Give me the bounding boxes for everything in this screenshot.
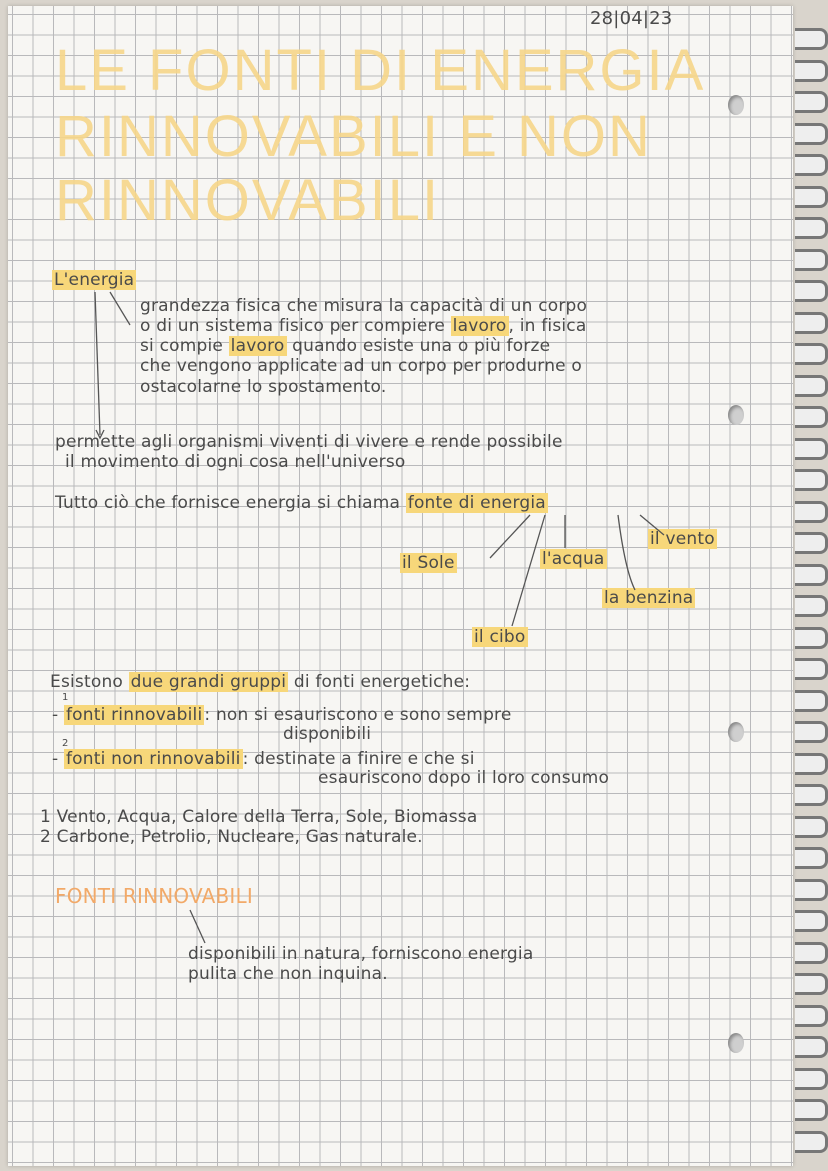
date: 28|04|23 [590, 8, 673, 29]
spiral-ring [795, 879, 828, 901]
text: si compie [140, 336, 229, 356]
text: l'acqua [542, 549, 605, 569]
spiral-ring [795, 406, 828, 428]
spiral-ring [795, 1005, 828, 1027]
example-vento [648, 529, 717, 549]
definition-line: grandezza fisica che misura la capacità di un corpo [140, 296, 588, 316]
permette-line: il movimento di ogni cosa nell'universo [65, 452, 406, 472]
spiral-ring [795, 438, 828, 460]
spiral-ring [795, 658, 828, 680]
spiral-ring [795, 469, 828, 491]
highlight-fonte: fonte di energia [407, 493, 546, 513]
highlight: due grandi gruppi [130, 672, 287, 692]
list-line: 1 Vento, Acqua, Calore della Terra, Sole, Biomassa [40, 807, 478, 827]
permette-line: permette agli organismi viventi di vivere e rende possibile [55, 432, 563, 452]
rinnovabili-def: pulita che non inquina. [188, 964, 388, 984]
spiral-ring [795, 784, 828, 806]
spiral-ring [795, 154, 828, 176]
spiral-ring [795, 564, 828, 586]
spiral-ring [795, 249, 828, 271]
spiral-ring [795, 280, 828, 302]
spiral-ring [795, 343, 828, 365]
text: quando esiste una o più forze [286, 336, 551, 356]
definition-line: che vengono applicate ad un corpo per produrne o [140, 356, 583, 376]
text: il cibo [474, 627, 526, 647]
number-1: 1 [62, 692, 69, 703]
highlight-lavoro: lavoro [230, 336, 285, 356]
punch-hole [728, 405, 744, 425]
text: Tutto ciò che fornisce energia si chiama [55, 493, 406, 513]
fonte-line [55, 493, 548, 513]
text: il Sole [402, 553, 455, 573]
group-1 [52, 705, 512, 725]
spiral-ring [795, 627, 828, 649]
list-line: 2 Carbone, Petrolio, Nucleare, Gas naturale. [40, 827, 423, 847]
punch-hole [728, 95, 744, 115]
spiral-ring [795, 753, 828, 775]
energia-label: L'energia [54, 270, 135, 290]
text: di fonti energetiche: [288, 672, 471, 692]
example-cibo [472, 627, 528, 647]
spiral-ring [795, 28, 828, 50]
definition-line [140, 336, 550, 356]
group-2 [52, 749, 475, 769]
spiral-ring [795, 1036, 828, 1058]
spiral-ring [795, 942, 828, 964]
punch-hole [728, 1033, 744, 1053]
rinnovabili-heading: FONTI RINNOVABILI [55, 884, 253, 908]
group-2-cont: esauriscono dopo il loro consumo [318, 768, 610, 788]
punch-hole [728, 722, 744, 742]
title-line-1: LE FONTI DI ENERGIA [55, 38, 706, 103]
text: Esistono [50, 672, 129, 692]
highlight: fonti non rinnovabili [65, 749, 241, 769]
text: o di un sistema fisico per compiere [140, 316, 451, 336]
example-acqua [540, 549, 607, 569]
text: il vento [650, 529, 715, 549]
spiral-ring [795, 123, 828, 145]
spiral-ring [795, 721, 828, 743]
spiral-ring [795, 1068, 828, 1090]
spiral-ring [795, 910, 828, 932]
spiral-ring [795, 186, 828, 208]
title-line-2: RINNOVABILI E NON [55, 104, 652, 169]
spiral-ring [795, 60, 828, 82]
spiral-ring [795, 312, 828, 334]
spiral-ring [795, 595, 828, 617]
group-1-cont: disponibili [283, 724, 372, 744]
spiral-ring [795, 816, 828, 838]
spiral-ring [795, 1099, 828, 1121]
example-sole [400, 553, 457, 573]
spiral-ring [795, 847, 828, 869]
text: : non si esauriscono e sono sempre [204, 705, 512, 725]
spiral-ring [795, 1131, 828, 1153]
spiral-ring [795, 690, 828, 712]
spiral-ring [795, 375, 828, 397]
text: la benzina [604, 588, 694, 608]
definition-line: ostacolarne lo spostamento. [140, 377, 387, 397]
number-2: 2 [62, 738, 69, 749]
spiral-ring [795, 91, 828, 113]
dash: - [52, 749, 59, 769]
highlight: fonti rinnovabili [65, 705, 203, 725]
spiral-ring [795, 501, 828, 523]
dash: - [52, 705, 59, 725]
spiral-ring [795, 217, 828, 239]
highlight-lavoro: lavoro [452, 316, 507, 336]
rinnovabili-def: disponibili in natura, forniscono energia [188, 944, 534, 964]
text: , in fisica [508, 316, 587, 336]
text: : destinate a finire e che si [242, 749, 475, 769]
definition-line [140, 316, 586, 336]
spiral-ring [795, 532, 828, 554]
spiral-ring [795, 973, 828, 995]
groups-intro [50, 672, 470, 692]
example-benzina [602, 588, 695, 608]
title-line-3: RINNOVABILI [55, 168, 441, 233]
